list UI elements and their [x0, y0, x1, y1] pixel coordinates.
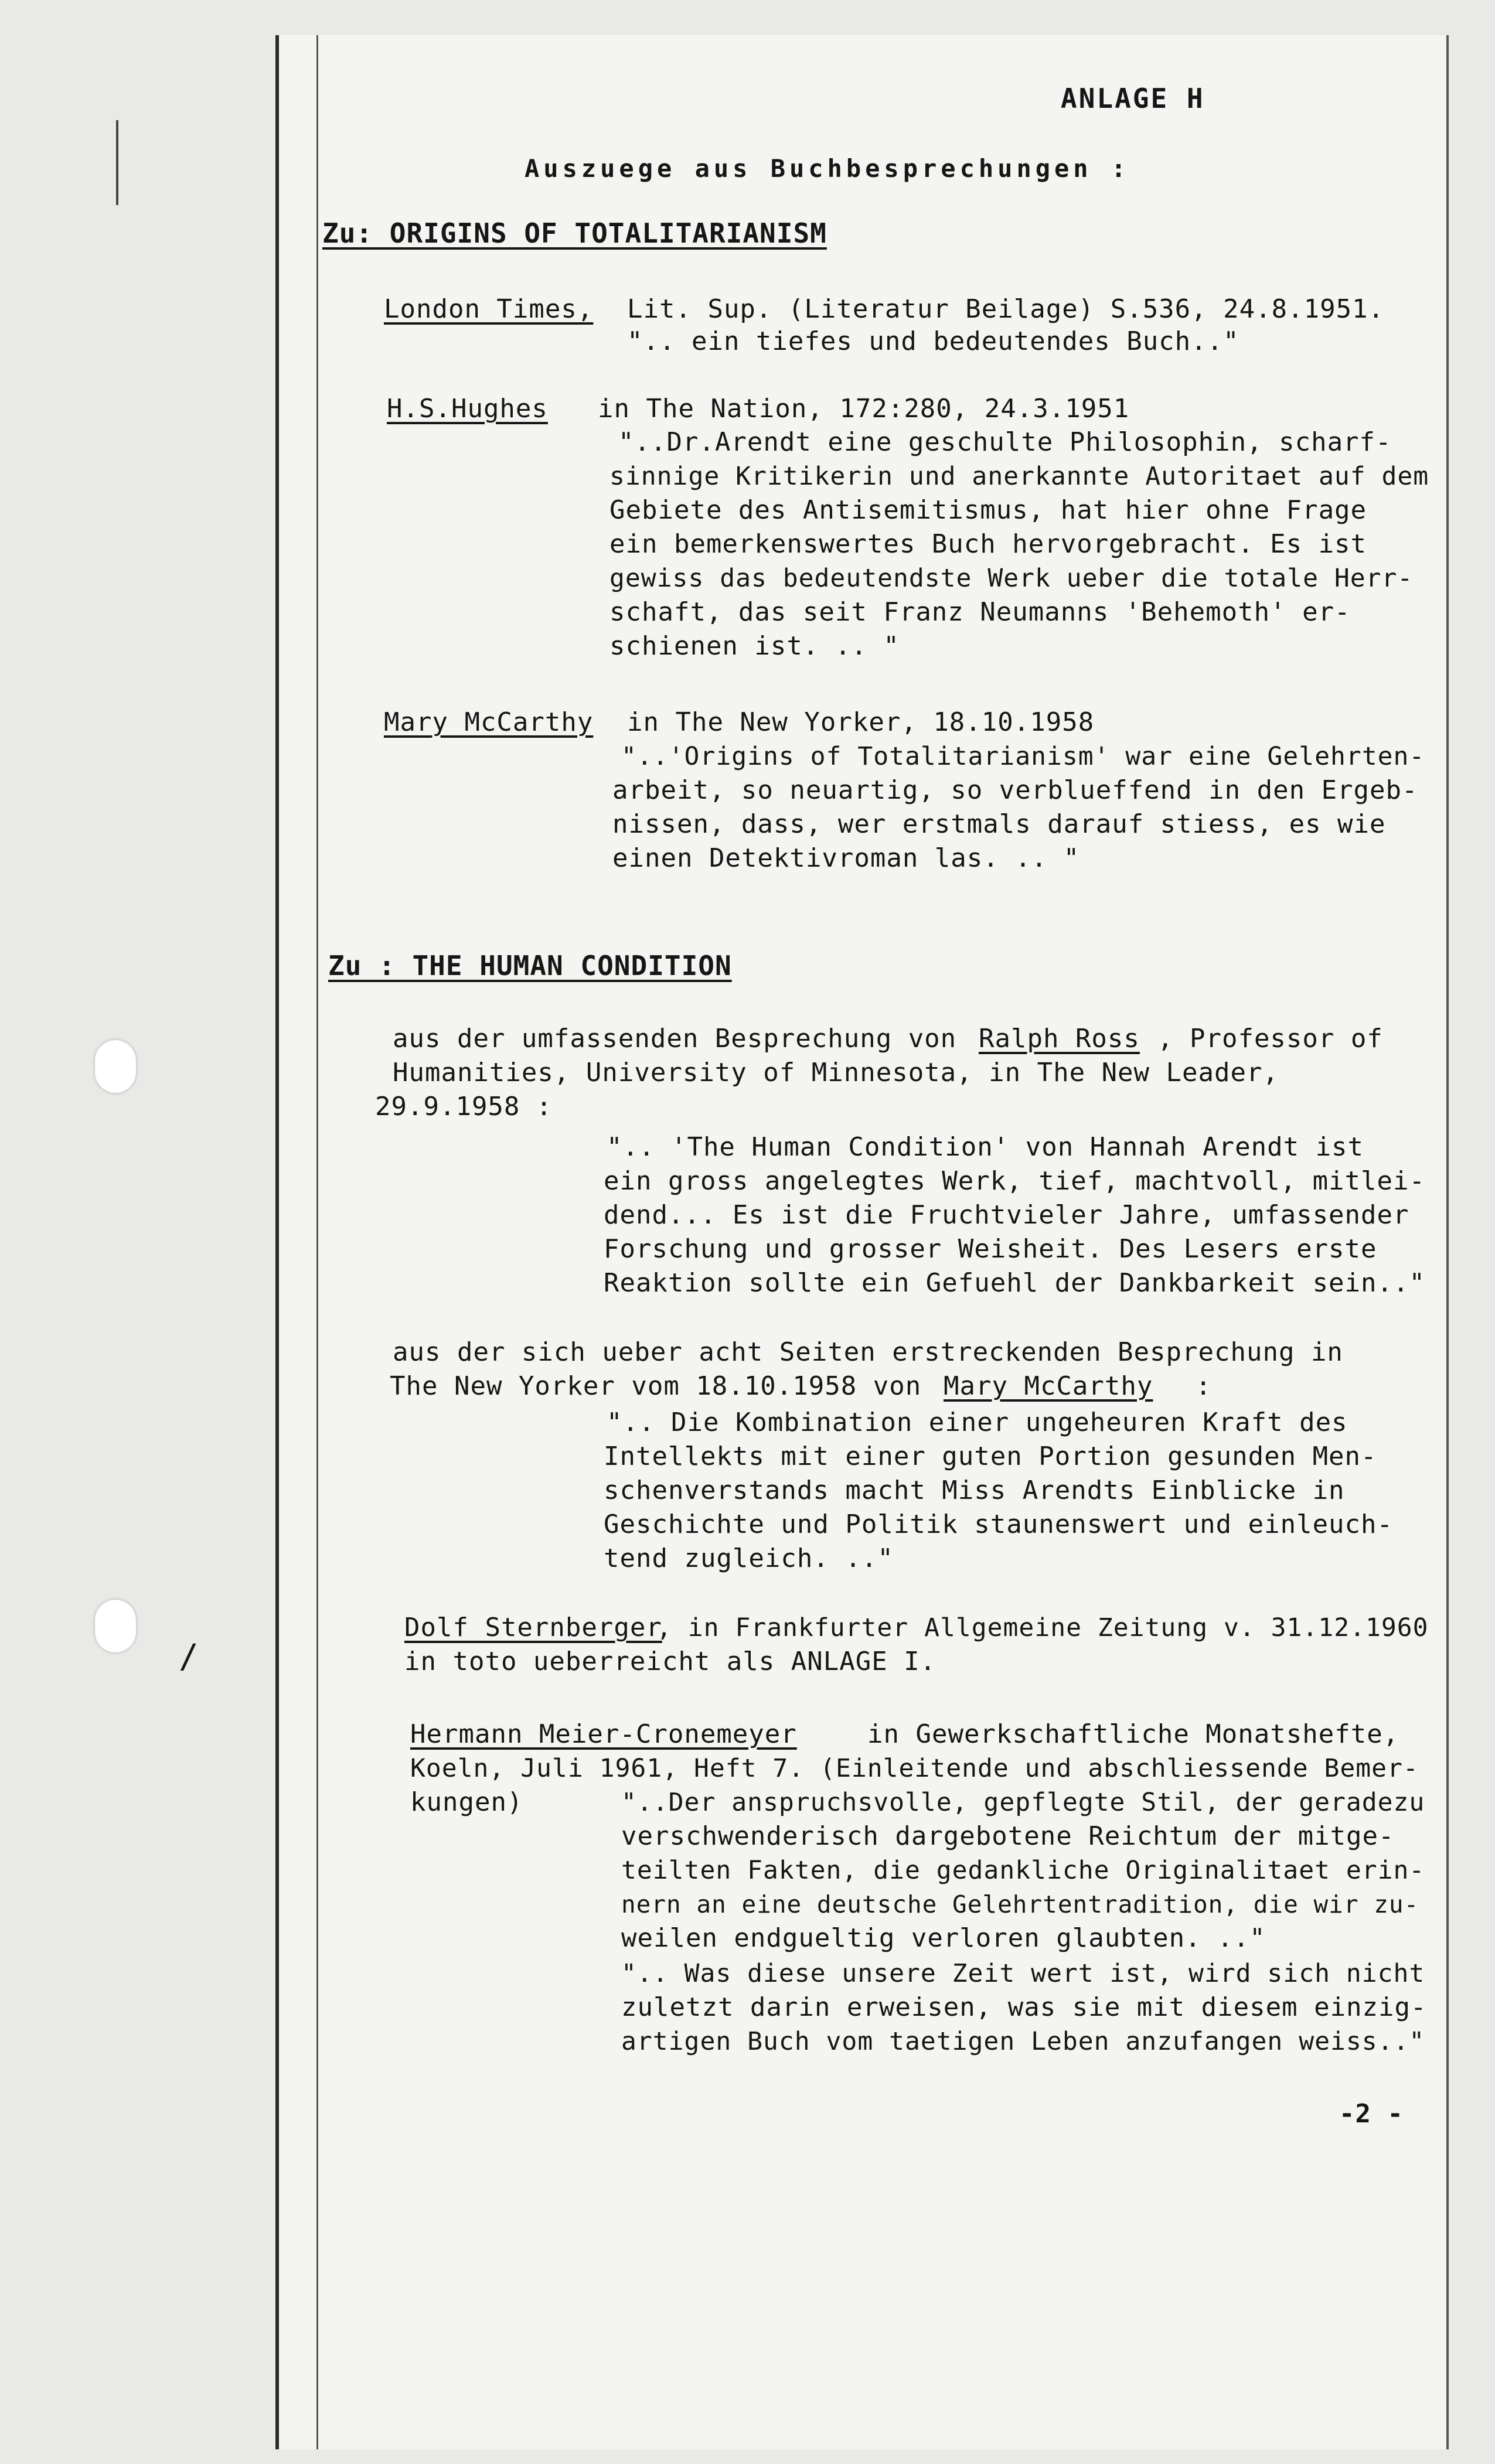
citation-line: kungen): [410, 1787, 523, 1817]
page-edge-right: [1446, 35, 1449, 2449]
quote-line: ein gross angelegtes Werk, tief, machtvoll, mitlei-: [604, 1166, 1426, 1196]
quote-line: artigen Buch vom taetigen Leben anzufangen weiss..": [621, 2027, 1425, 2056]
reviewer-name: Hermann Meier-Cronemeyer: [410, 1719, 797, 1749]
page-marker: -2 -: [1339, 2099, 1404, 2129]
review-citation: Lit. Sup. (Literatur Beilage) S.536, 24.8.1951.: [627, 294, 1385, 324]
review-quote-line: "..Dr.Arendt eine geschulte Philosophin, scharf-: [618, 427, 1392, 457]
quote-line: ".. Was diese unsere Zeit wert ist, wird sich nicht: [621, 1959, 1425, 1988]
margin-mark: /: [179, 1638, 199, 1676]
punch-hole-bottom: [95, 1600, 136, 1652]
quote-line: Geschichte und Politik staunenswert und einleuch-: [604, 1509, 1394, 1539]
review-quote-line: Gebiete des Antisemitismus, hat hier ohne Frage: [609, 495, 1367, 525]
review-quote-line: schienen ist. .. ": [609, 631, 900, 661]
intro-line: The New Yorker vom 18.10.1958 von: [390, 1371, 922, 1401]
quote-line: Reaktion sollte ein Gefuehl der Dankbarkeit sein..": [604, 1268, 1426, 1298]
quote-line: zuletzt darin erweisen, was sie mit diesem einzig-: [621, 1992, 1427, 2022]
page-title: Auszuege aus Buchbesprechungen :: [525, 154, 1130, 183]
review-quote-line: schaft, das seit Franz Neumanns 'Behemoth' er-: [609, 597, 1351, 627]
quote-line: tend zugleich. ..": [604, 1543, 894, 1573]
intro-line: 29.9.1958 :: [375, 1092, 553, 1122]
quote-line: weilen endgueltig verloren glaubten. ..": [621, 1923, 1266, 1953]
reviewer-name: Ralph Ross: [979, 1024, 1140, 1054]
intro-line: :: [1196, 1371, 1212, 1401]
intro-line: , Professor of: [1157, 1024, 1383, 1054]
quote-line: schenverstands macht Miss Arendts Einblicke in: [604, 1475, 1345, 1505]
quote-line: dend... Es ist die Fruchtvieler Jahre, umfassender: [604, 1200, 1409, 1230]
margin-rule: [275, 35, 279, 2449]
review-source: London Times,: [384, 294, 594, 324]
attachment-label: ANLAGE H: [1061, 83, 1205, 114]
review-quote-line: ".. ein tiefes und bedeutendes Buch..": [627, 326, 1239, 356]
intro-line: Humanities, University of Minnesota, in The New Leader,: [393, 1058, 1279, 1088]
margin-rule-inner: [316, 35, 318, 2449]
quote-line: teilten Fakten, die gedankliche Originalitaet erin-: [621, 1856, 1425, 1885]
review-quote-line: gewiss das bedeutendste Werk ueber die totale Herr-: [609, 564, 1414, 593]
quote-line: ".. Die Kombination einer ungeheuren Kraft des: [607, 1407, 1348, 1437]
review-citation: in The New Yorker, 18.10.1958: [627, 707, 1095, 737]
review-quote-line: sinnige Kritikerin und anerkannte Autoritaet auf dem: [609, 462, 1429, 491]
review-quote-line: nissen, dass, wer erstmals darauf stiess, es wie: [612, 809, 1386, 839]
review-citation: in The Nation, 172:280, 24.3.1951: [598, 394, 1130, 424]
quote-line: Forschung und grosser Weisheit. Des Lesers erste: [604, 1234, 1377, 1264]
citation-line: , in Frankfurter Allgemeine Zeitung v. 31.12.1960: [656, 1613, 1429, 1642]
intro-line: aus der sich ueber acht Seiten erstreckenden Besprechung in: [393, 1337, 1343, 1367]
section-heading-origins: Zu: ORIGINS OF TOTALITARIANISM: [322, 217, 827, 249]
review-quote-line: einen Detektivroman las. .. ": [612, 843, 1080, 873]
reviewer-name: Dolf Sternberger: [404, 1613, 662, 1642]
review-quote-line: ein bemerkenswertes Buch hervorgebracht. Es ist: [609, 529, 1367, 559]
quote-line: Intellekts mit einer guten Portion gesunden Men-: [604, 1441, 1377, 1471]
citation-line: in toto ueberreicht als ANLAGE I.: [404, 1647, 936, 1676]
quote-line: ".. 'The Human Condition' von Hannah Arendt ist: [607, 1132, 1364, 1162]
quote-line: "..Der anspruchsvolle, gepflegte Stil, der geradezu: [621, 1788, 1425, 1817]
citation-line: Koeln, Juli 1961, Heft 7. (Einleitende und abschliessende Bemer-: [410, 1754, 1419, 1783]
intro-line: aus der umfassenden Besprechung von: [393, 1024, 957, 1054]
review-quote-line: arbeit, so neuartig, so verblueffend in den Ergeb-: [612, 775, 1418, 805]
quote-line: verschwenderisch dargebotene Reichtum der mitge-: [621, 1821, 1395, 1851]
review-source: H.S.Hughes: [387, 394, 548, 424]
punch-hole-top: [95, 1040, 136, 1093]
review-quote-line: "..'Origins of Totalitarianism' war eine Gelehrten-: [621, 742, 1425, 771]
margin-tick: [116, 120, 118, 205]
section-heading-human-condition: Zu : THE HUMAN CONDITION: [328, 950, 732, 981]
review-source: Mary McCarthy: [384, 707, 594, 737]
quote-line: nern an eine deutsche Gelehrtentradition, die wir zu-: [621, 1890, 1419, 1918]
reviewer-name: Mary McCarthy: [944, 1371, 1153, 1401]
citation-line: in Gewerkschaftliche Monatshefte,: [867, 1719, 1399, 1749]
